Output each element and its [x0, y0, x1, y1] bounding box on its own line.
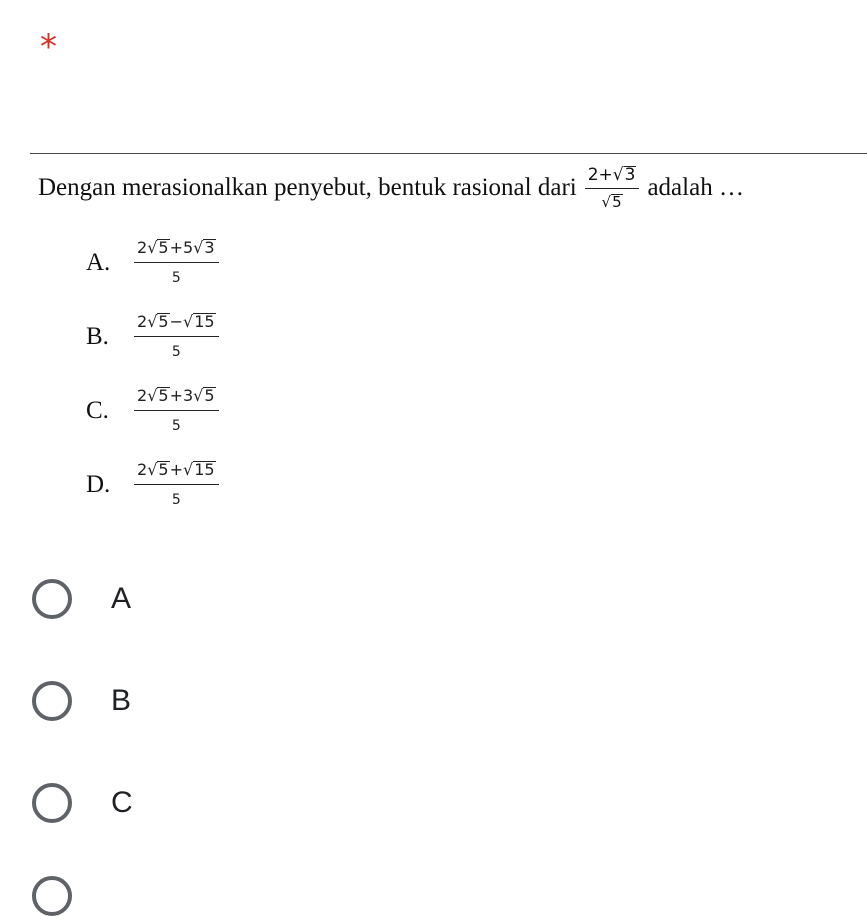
coefficient: 2 — [137, 386, 148, 405]
choice-denominator: 5 — [171, 270, 181, 286]
radical-symbol: √ — [147, 386, 158, 405]
radical-symbol: √ — [612, 164, 624, 185]
radical — [602, 191, 623, 213]
radicand: 5 — [158, 460, 169, 479]
radio-option-a[interactable] — [32, 574, 131, 624]
coefficient: 5 — [182, 238, 194, 257]
operator: − — [169, 312, 183, 331]
radicand: 5 — [158, 312, 169, 331]
radical — [147, 459, 169, 481]
question-fraction — [585, 164, 640, 213]
choice-numerator — [134, 385, 219, 411]
radical-symbol: √ — [193, 386, 204, 405]
answer-choices-list — [86, 226, 219, 522]
radio-label[interactable]: B — [111, 684, 132, 717]
numerator-term: 2+ — [587, 164, 613, 185]
choice-denominator: 5 — [171, 418, 181, 434]
radical — [147, 237, 169, 259]
radical-symbol: √ — [182, 312, 194, 331]
coefficient: 3 — [182, 386, 194, 405]
question-prefix: Dengan merasionalkan penyebut, bentuk rasional dari — [38, 174, 577, 201]
radical — [613, 164, 637, 186]
radio-option-b[interactable] — [32, 676, 131, 726]
choice-fraction — [134, 311, 219, 363]
coefficient: 2 — [137, 460, 148, 479]
radio-button-icon[interactable] — [32, 681, 72, 721]
choice-letter: B. — [86, 323, 109, 350]
choice-line-a — [86, 226, 219, 300]
choice-denominator: 5 — [171, 492, 181, 508]
choice-letter: A. — [86, 249, 111, 276]
coefficient: 2 — [137, 312, 148, 331]
radio-button-icon[interactable] — [32, 579, 72, 619]
radical — [193, 385, 215, 407]
question-suffix: adalah … — [647, 174, 744, 201]
radical — [183, 311, 216, 333]
radio-button-icon-partial[interactable] — [32, 876, 72, 916]
choice-numerator — [134, 459, 219, 485]
radio-label[interactable]: C — [111, 786, 133, 819]
radical — [193, 237, 215, 259]
radicand: 3 — [204, 238, 215, 257]
radio-label[interactable]: A — [111, 582, 132, 615]
choice-letter: D. — [86, 471, 111, 498]
choice-fraction — [134, 237, 219, 289]
choice-line-c — [86, 374, 219, 448]
radicand: 5 — [204, 386, 215, 405]
radicand: 5 — [612, 192, 622, 211]
radical — [183, 459, 216, 481]
choice-fraction — [134, 459, 219, 511]
coefficient: 2 — [137, 238, 148, 257]
choice-numerator — [134, 237, 219, 263]
question-text — [38, 158, 867, 218]
radical-symbol: √ — [601, 192, 612, 211]
radical-symbol: √ — [147, 238, 158, 257]
radio-option-c[interactable] — [32, 778, 133, 828]
divider — [30, 153, 867, 154]
radicand: 5 — [158, 238, 169, 257]
radicand: 5 — [158, 386, 169, 405]
choice-line-d — [86, 448, 219, 522]
operator: + — [169, 460, 183, 479]
choice-letter: C. — [86, 397, 109, 424]
choice-numerator — [134, 311, 219, 337]
radicand: 3 — [624, 164, 636, 185]
radical-symbol: √ — [193, 238, 204, 257]
operator: + — [169, 238, 183, 257]
choice-line-b — [86, 300, 219, 374]
operator: + — [169, 386, 183, 405]
radicand: 15 — [194, 312, 215, 331]
radical — [147, 311, 169, 333]
choice-denominator: 5 — [171, 344, 181, 360]
required-asterisk: * — [40, 27, 57, 67]
radicand: 15 — [194, 460, 215, 479]
radical — [147, 385, 169, 407]
radio-button-icon[interactable] — [32, 783, 72, 823]
choice-fraction — [134, 385, 219, 437]
radical-symbol: √ — [182, 460, 194, 479]
question-fraction-denominator — [602, 189, 623, 213]
radical-symbol: √ — [147, 460, 158, 479]
radical-symbol: √ — [147, 312, 158, 331]
question-fraction-numerator — [585, 164, 640, 189]
